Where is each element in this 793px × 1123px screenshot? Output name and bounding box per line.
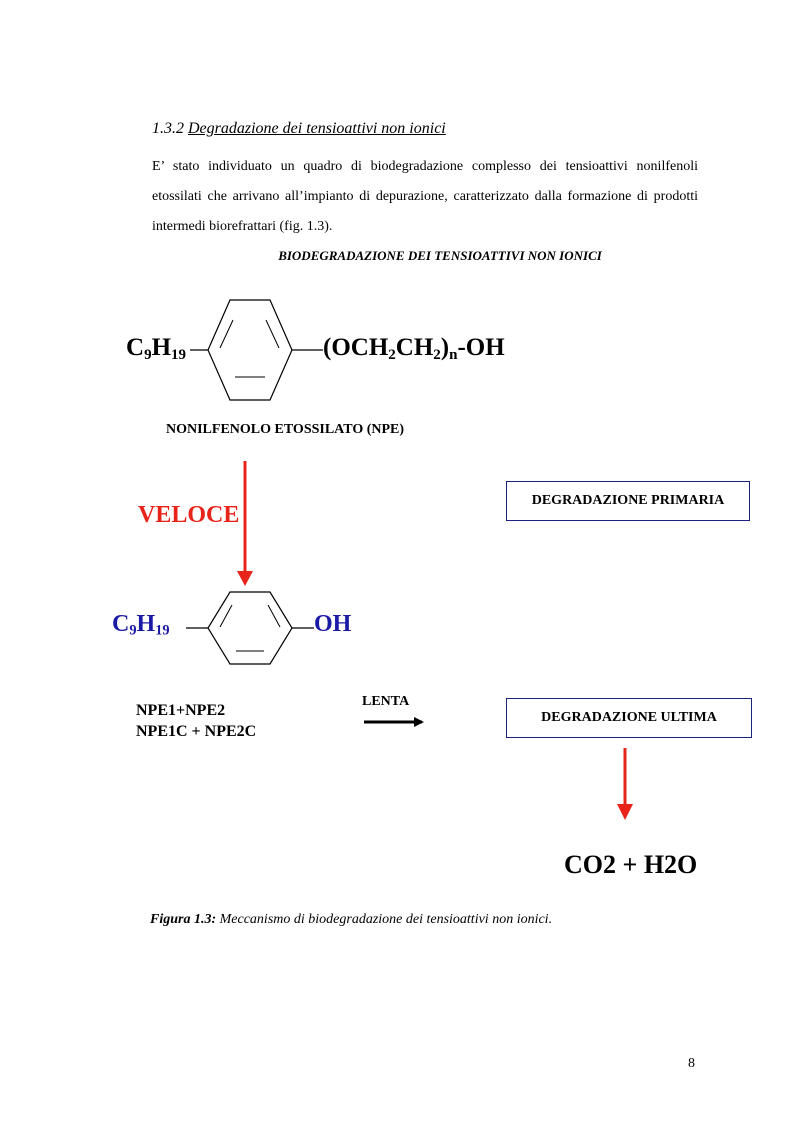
caption-text: Meccanismo di biodegradazione dei tensioattivi non ionici. (219, 912, 553, 927)
npe-alkyl-group: $C_9H_{19}$ (126, 334, 187, 363)
page-number: 8 (688, 1056, 695, 1071)
np-alkyl-group: $C_9H_{19}$ (112, 611, 170, 639)
fast-label: VELOCE (138, 502, 240, 528)
intermediates-line-2: NPE1C + NPE2C (136, 723, 257, 740)
fast-arrow (237, 461, 253, 586)
final-products: CO2 + H2O (564, 850, 698, 879)
intermediates-line-1: NPE1+NPE2 (136, 702, 226, 719)
final-arrow (617, 748, 633, 820)
npe-name: NONILFENOLO ETOSSILATO (NPE) (166, 422, 405, 437)
npe-benzene-ring (208, 300, 292, 400)
section-number: 1.3.2 (152, 120, 184, 137)
np-benzene-ring (208, 592, 292, 664)
primary-degradation-box: DEGRADAZIONE PRIMARIA (506, 481, 750, 521)
caption-label: Figura 1.3: (150, 912, 217, 927)
section-name: Degradazione dei tensioattivi non ionici (188, 120, 446, 137)
body-paragraph: E’ stato individuato un quadro di biodegradazione complesso dei tensioattivi nonilfenoli etossilati che arrivano all’impianto di depurazione, caratterizzato dalla formazione di prodotti intermedi biorefrattari (fig. 1.3). (152, 159, 698, 234)
figure-title: BIODEGRADAZIONE DEI TENSIOATTIVI NON IONICI (278, 248, 602, 263)
np-hydroxyl-group: OH (314, 611, 352, 637)
figure-caption (150, 912, 552, 928)
npe-ethoxylate-chain: $(OCH_2CH_2)_n-OH$ (323, 334, 505, 363)
intermediates (136, 700, 256, 742)
slow-label: LENTA (362, 694, 410, 709)
ultimate-degradation-box: DEGRADAZIONE ULTIMA (506, 698, 752, 738)
